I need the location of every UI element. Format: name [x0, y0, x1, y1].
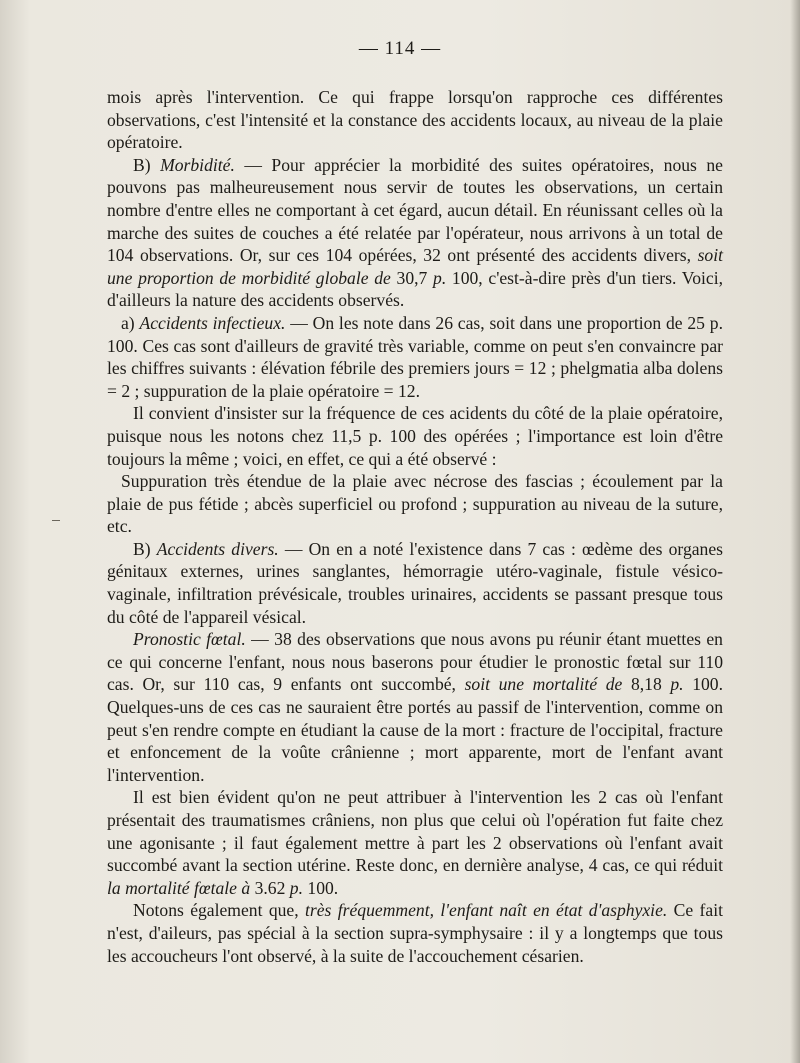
value-text: 8,18 — [622, 674, 671, 695]
paragraph-text-end: 100, c'est-à-dire près d'un tiers. Voici, d'ailleurs la nature des accidents observés. — [107, 267, 723, 311]
section-heading-divers: Accidents divers. — [156, 538, 279, 559]
page-edge-shadow — [790, 0, 800, 1063]
paragraph-8 — [107, 786, 723, 899]
paragraph-text: — Pour apprécier la morbidité des suites opératoires, nous ne pouvons pas malheureusement nous servir de toutes les observations, un certain nombre d'entre elles ne comportant à cet égard, aucun détail. En réunissant celles où la marche des suites de couches a été relatée par l'opérateur, nous arrivons à un total de 104 observations. Or, sur ces 104 opérées, 32 ont présenté des accidents divers, — [107, 154, 723, 266]
section-label: B) — [133, 538, 157, 559]
paragraph-text-end: Ce fait n'est, d'aileurs, pas spécial à la section supra-symphysaire : il y a longtemps que tous les accoucheurs l'ont observé, à la suite de l'accouchement césarien. — [107, 900, 723, 966]
emphasis-text: la mortalité fœtale à — [107, 877, 251, 898]
emphasis-text: soit une proportion de morbidité globale de — [107, 245, 723, 288]
margin-mark — [52, 520, 60, 521]
section-label: B) — [133, 154, 161, 175]
paragraph-1: mois après l'intervention. Ce qui frappe lorsqu'on rapproche ces différentes observations, c'est l'intensité et la constance des accidents locaux, au niveau de la plaie opératoire. — [107, 87, 723, 153]
page-number: — 114 — — [358, 38, 442, 59]
emphasis-text: soit une mortalité de — [464, 674, 623, 695]
value-text: 30,7 — [390, 267, 434, 288]
paragraph-text: Notons également que, — [133, 900, 305, 921]
paragraph-9 — [107, 899, 723, 967]
paragraph-text-end: 100. Quelques-uns de ces cas ne sauraient être portés au passif de l'intervention, comme on peut s'en rendre compte en étudiant la cause de la mort : fracture de l'occipital, fracture et enfoncement de la voûte crânienne ; mort apparente, mort de l'enfant avant l'intervention. — [107, 674, 723, 785]
paragraph-morbidite — [107, 154, 723, 312]
paragraph-text-end: 100. — [303, 877, 339, 898]
section-heading-pronostic: Pronostic fœtal. — [133, 629, 246, 650]
emphasis-p: p. — [433, 267, 447, 288]
body-text — [107, 86, 723, 967]
paragraph-text: — On en a noté l'existence dans 7 cas : œdème des organes génitaux externes, urines sanglantes, hémorragie utéro-vaginale, fistule vésico-vaginale, infiltration prévésicale, troubles urinaires, accidents se passant presque tous du côté de l'appareil vésical. — [107, 538, 723, 627]
section-heading-morbidite: Morbidité. — [160, 154, 235, 175]
paragraph-text: — 38 des observations que nous avons pu réunir étant muettes en ce qui concerne l'enfant, nous nous baserons pour étudier le pronostic fœtal sur 110 cas. Or, sur 110 cas, 9 enfants ont succombé, — [107, 629, 723, 695]
section-label: a) — [121, 312, 140, 333]
paragraph-4: Il convient d'insister sur la fréquence de ces acidents du côté de la plaie opératoire, puisque nous les notons chez 11,5 p. 100 des opérées ; l'importance est loin d'être toujours la même ; voici, en effet, ce qui a été observé : — [107, 403, 723, 469]
paragraph-accidents-infectieux — [107, 312, 723, 402]
paragraph-accidents-divers — [107, 538, 723, 628]
emphasis-p: p. — [289, 877, 303, 898]
paragraph-text: — On les note dans 26 cas, soit dans une proportion de 25 p. 100. Ces cas sont d'ailleurs de gravité très variable, comme on peut s'en convaincre par les chiffres suivants : élévation fébrile des premiers jours = 12 ; phelgmatia alba dolens = 2 ; suppuration de la plaie opératoire = 12. — [107, 312, 723, 401]
paragraph-pronostic — [107, 628, 723, 786]
value-text: 3.62 — [250, 877, 290, 898]
emphasis-text: très fréquemment, l'enfant naît en état d'asphyxie. — [305, 900, 668, 921]
emphasis-p: p. — [670, 674, 684, 695]
paragraph-5: Suppuration très étendue de la plaie avec nécrose des fascias ; écoulement par la plaie de pus fétide ; abcès superficiel ou profond ; suppuration au niveau de la suture, etc. — [107, 471, 723, 537]
paragraph-text: Il est bien évident qu'on ne peut attribuer à l'intervention les 2 cas où l'enfant présentait des traumatismes crâniens, non plus que celui où l'opération fut faite chez une agonisante ; il faut également mettre à part les 2 observations où l'enfant avait succombé avant la section utérine. Reste donc, en dernière analyse, 4 cas, ce qui réduit — [107, 787, 723, 876]
section-heading-infectieux: Accidents infectieux. — [139, 312, 286, 333]
